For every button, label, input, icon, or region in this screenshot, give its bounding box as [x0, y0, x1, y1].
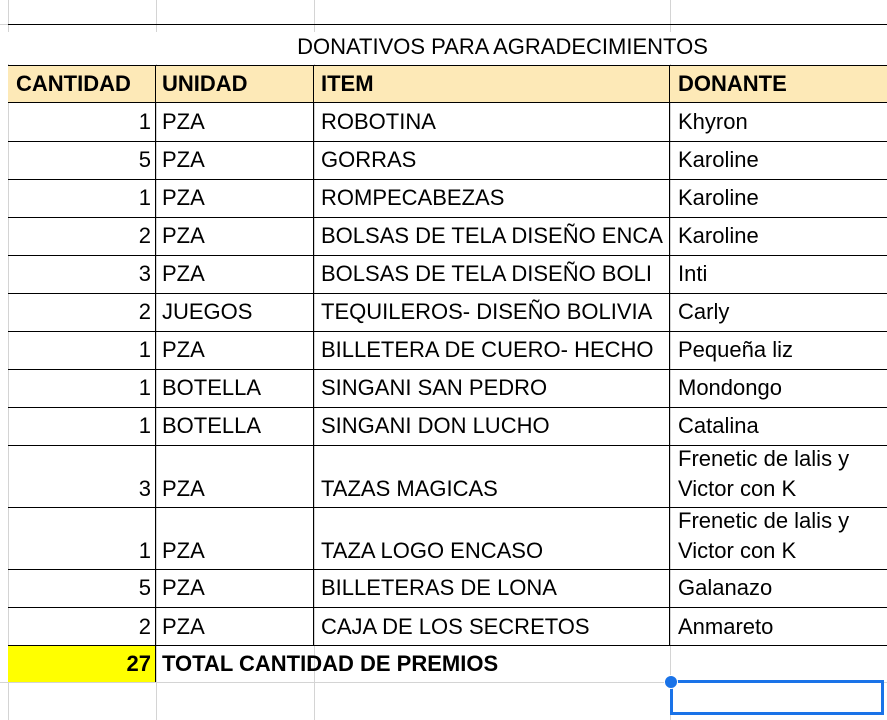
cell-unidad[interactable]: PZA [162, 538, 205, 563]
cell-cantidad[interactable]: 1 [138, 109, 151, 134]
cell-item[interactable]: CAJA DE LOS SECRETOS [321, 614, 590, 639]
selected-cell[interactable] [670, 680, 884, 715]
sheet-title[interactable]: DONATIVOS PARA AGRADECIMIENTOS [297, 34, 708, 59]
cell-unidad[interactable]: PZA [162, 476, 205, 501]
table-row [8, 370, 887, 407]
cell-unidad[interactable]: PZA [162, 261, 205, 286]
cell-item[interactable]: SINGANI SAN PEDRO [321, 375, 548, 400]
cell-item[interactable]: GORRAS [321, 147, 417, 172]
cell-donante[interactable]: Khyron [678, 109, 748, 134]
title-row [8, 32, 887, 64]
total-label[interactable]: TOTAL CANTIDAD DE PREMIOS [162, 651, 499, 676]
cell-item[interactable]: BILLETERA DE CUERO- HECHO [321, 337, 654, 362]
header-row [8, 66, 887, 102]
cell-cantidad[interactable]: 1 [138, 538, 151, 563]
table-row [8, 570, 887, 607]
table-row [8, 180, 887, 217]
cell-donante[interactable]: Karoline [678, 223, 759, 248]
cell-item[interactable]: TAZAS MAGICAS [321, 476, 498, 501]
total-row [8, 646, 887, 682]
cell-unidad[interactable]: PZA [162, 147, 205, 172]
table-row [8, 142, 887, 179]
cell-cantidad[interactable]: 1 [138, 337, 151, 362]
cell-unidad[interactable]: PZA [162, 185, 205, 210]
cell-cantidad[interactable]: 5 [138, 147, 151, 172]
cell-cantidad[interactable]: 1 [138, 185, 151, 210]
header-cantidad[interactable]: CANTIDAD [16, 71, 131, 96]
table-row [8, 103, 887, 141]
cell-cantidad[interactable]: 5 [138, 575, 151, 600]
total-quantity[interactable]: 27 [8, 646, 155, 682]
cell-donante[interactable]: Carly [678, 299, 730, 324]
cell-item[interactable]: ROBOTINA [321, 109, 436, 134]
cell-cantidad[interactable]: 3 [138, 476, 151, 501]
header-unidad[interactable]: UNIDAD [162, 71, 248, 96]
cell-unidad[interactable]: PZA [162, 614, 205, 639]
cell-item[interactable]: BILLETERAS DE LONA [321, 575, 557, 600]
cell-donante[interactable]: Karoline [678, 147, 759, 172]
header-item[interactable]: ITEM [321, 71, 374, 96]
table-row [8, 408, 887, 445]
cell-item[interactable]: TAZA LOGO ENCASO [321, 538, 544, 563]
cell-donante[interactable]: Frenetic de lalis y [678, 508, 850, 533]
table-row [8, 446, 887, 507]
header-donante[interactable]: DONANTE [678, 71, 787, 96]
cell-donante-line2[interactable]: Victor con K [678, 538, 797, 563]
table-row [8, 256, 887, 293]
cell-cantidad[interactable]: 1 [138, 413, 151, 438]
table-row [8, 608, 887, 645]
cell-donante[interactable]: Karoline [678, 185, 759, 210]
cell-unidad[interactable]: PZA [162, 223, 205, 248]
cell-cantidad[interactable]: 2 [138, 614, 151, 639]
row-border [8, 65, 887, 66]
cell-unidad[interactable]: JUEGOS [162, 299, 253, 324]
cell-unidad[interactable]: PZA [162, 337, 205, 362]
row-border [8, 24, 887, 25]
cell-unidad[interactable]: BOTELLA [162, 413, 262, 438]
cell-unidad[interactable]: PZA [162, 575, 205, 600]
cell-donante[interactable]: Galanazo [678, 575, 773, 600]
cell-cantidad[interactable]: 1 [138, 375, 151, 400]
cell-item[interactable]: TEQUILEROS- DISEÑO BOLIVIA [321, 299, 653, 324]
table-row [8, 508, 887, 569]
cell-unidad[interactable]: PZA [162, 109, 205, 134]
cell-donante[interactable]: Inti [678, 261, 708, 286]
cell-donante-line2[interactable]: Victor con K [678, 476, 797, 501]
cell-cantidad[interactable]: 2 [138, 223, 151, 248]
cell-donante[interactable]: Anmareto [678, 614, 774, 639]
selection-handle[interactable] [664, 675, 678, 689]
cell-cantidad[interactable]: 2 [138, 299, 151, 324]
cell-item[interactable]: BOLSAS DE TELA DISEÑO BOLI [321, 261, 652, 286]
cell-donante[interactable]: Mondongo [678, 375, 782, 400]
cell-item[interactable]: BOLSAS DE TELA DISEÑO ENCA [321, 223, 663, 248]
table-row [8, 332, 887, 369]
cell-cantidad[interactable]: 3 [138, 261, 151, 286]
cell-donante[interactable]: Catalina [678, 413, 759, 438]
cell-unidad[interactable]: BOTELLA [162, 375, 262, 400]
cell-item[interactable]: ROMPECABEZAS [321, 185, 505, 210]
table-row [8, 218, 887, 255]
cell-donante[interactable]: Frenetic de lalis y [678, 446, 850, 471]
cell-item[interactable]: SINGANI DON LUCHO [321, 413, 550, 438]
cell-donante[interactable]: Pequeña liz [678, 337, 793, 362]
table-row [8, 294, 887, 331]
